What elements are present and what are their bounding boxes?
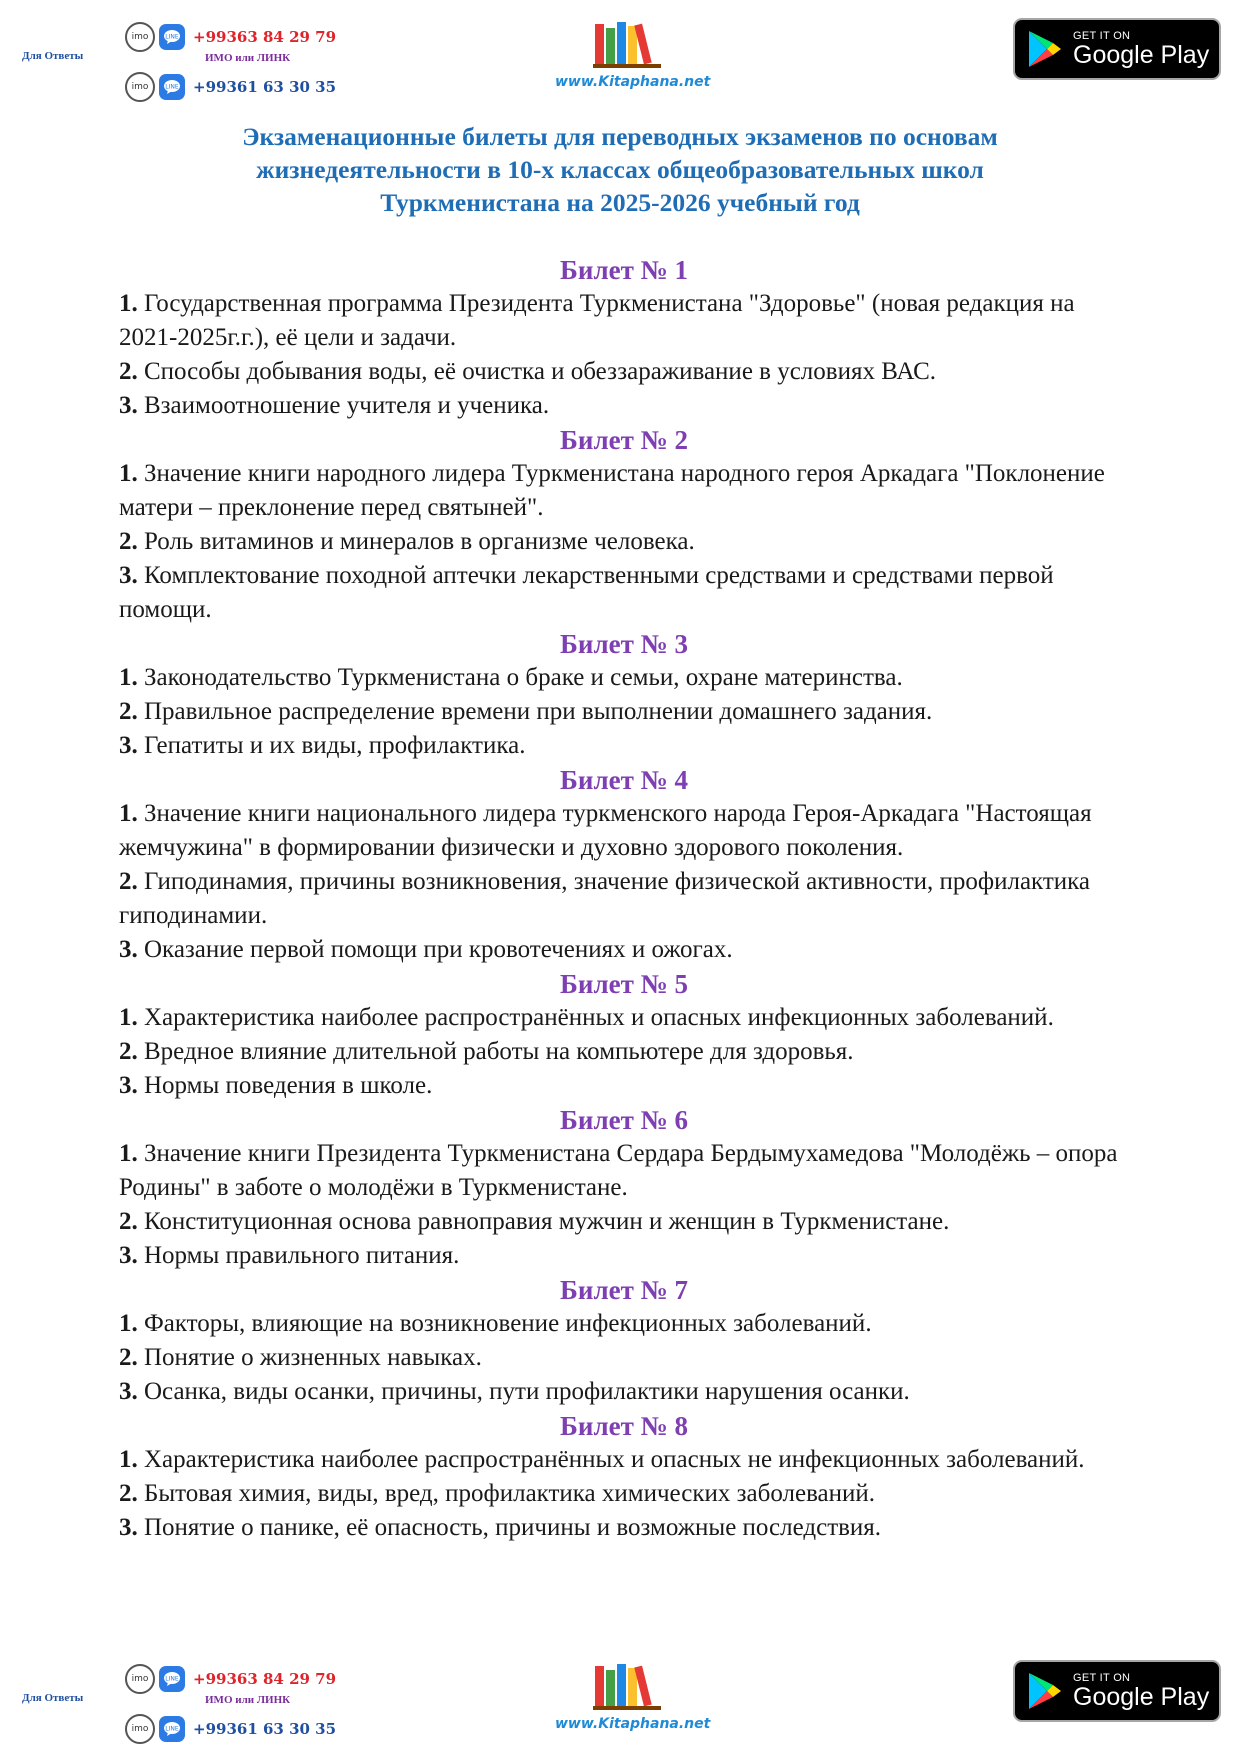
ticket-heading: Билет № 5 bbox=[560, 969, 688, 999]
imo-or-link-label: ИМО или ЛИНК bbox=[205, 52, 291, 64]
title-line: жизнедеятельности в 10-х классах общеобразовательных школ bbox=[256, 155, 984, 184]
svg-text:LINE: LINE bbox=[165, 33, 179, 41]
ticket-question bbox=[119, 525, 1129, 559]
page-header bbox=[0, 10, 1240, 110]
question-text: Осанка, виды осанки, причины, пути профилактики нарушения осанки. bbox=[144, 1378, 910, 1405]
ticket-question bbox=[119, 661, 1129, 695]
question-text: Значение книги народного лидера Туркменистана народного героя Аркадага "Поклонение матери – преклонение перед святыней". bbox=[119, 460, 1105, 521]
for-answers-label: Для Ответы bbox=[22, 1692, 84, 1704]
question-text: Факторы, влияющие на возникновение инфекционных заболеваний. bbox=[144, 1310, 872, 1337]
contact-row-secondary bbox=[125, 1714, 336, 1744]
ticket-question bbox=[119, 1307, 1129, 1341]
link-chat-icon[interactable] bbox=[159, 24, 185, 50]
question-text: Способы добывания воды, её очистка и обеззараживание в условиях ВАС. bbox=[144, 358, 937, 385]
google-play-badge[interactable] bbox=[1013, 1660, 1221, 1722]
question-number: 3. bbox=[119, 1072, 138, 1099]
site-link[interactable]: www.Kitaphana.net bbox=[555, 74, 711, 90]
ticket-question bbox=[119, 797, 1129, 865]
imo-icon[interactable]: imo bbox=[125, 72, 155, 102]
question-number: 2. bbox=[119, 358, 138, 385]
books-logo-icon bbox=[593, 20, 663, 70]
phone-secondary[interactable]: +99361 63 30 35 bbox=[193, 1720, 337, 1738]
ticket-section bbox=[119, 1103, 1129, 1273]
question-text: Понятие о панике, её опасность, причины и возможные последствия. bbox=[144, 1514, 882, 1541]
question-number: 2. bbox=[119, 698, 138, 725]
question-number: 2. bbox=[119, 868, 138, 895]
question-number: 1. bbox=[119, 1310, 138, 1337]
question-number: 1. bbox=[119, 1004, 138, 1031]
question-number: 2. bbox=[119, 1344, 138, 1371]
imo-icon[interactable]: imo bbox=[125, 1664, 155, 1694]
ticket-question bbox=[119, 457, 1129, 525]
ticket-section bbox=[119, 1409, 1129, 1545]
question-number: 3. bbox=[119, 1378, 138, 1405]
ticket-question bbox=[119, 865, 1129, 933]
question-number: 1. bbox=[119, 800, 138, 827]
phone-primary[interactable]: +99363 84 29 79 bbox=[193, 1670, 337, 1688]
gplay-get-it-on: GET IT ON bbox=[1073, 1672, 1131, 1684]
svg-text:LINE: LINE bbox=[165, 1675, 179, 1683]
question-number: 3. bbox=[119, 1242, 138, 1269]
ticket-heading: Билет № 8 bbox=[560, 1411, 688, 1441]
ticket-question bbox=[119, 933, 1129, 967]
ticket-question bbox=[119, 1511, 1129, 1545]
link-chat-icon[interactable] bbox=[159, 1666, 185, 1692]
question-number: 1. bbox=[119, 1446, 138, 1473]
question-text: Бытовая химия, виды, вред, профилактика химических заболеваний. bbox=[144, 1480, 876, 1507]
question-text: Гиподинамия, причины возникновения, значение физической активности, профилактика гиподинамии. bbox=[119, 868, 1091, 929]
question-number: 3. bbox=[119, 1514, 138, 1541]
ticket-question bbox=[119, 559, 1129, 627]
question-number: 3. bbox=[119, 936, 138, 963]
svg-text:LINE: LINE bbox=[165, 83, 179, 91]
ticket-question bbox=[119, 355, 1129, 389]
title-line: Экзаменационные билеты для переводных экзаменов по основам bbox=[242, 122, 998, 151]
question-number: 2. bbox=[119, 1038, 138, 1065]
link-chat-icon[interactable] bbox=[159, 74, 185, 100]
ticket-section bbox=[119, 627, 1129, 763]
imo-icon[interactable]: imo bbox=[125, 1714, 155, 1744]
ticket-question bbox=[119, 1239, 1129, 1273]
ticket-question bbox=[119, 1035, 1129, 1069]
for-answers-label: Для Ответы bbox=[22, 50, 84, 62]
ticket-question bbox=[119, 1069, 1129, 1103]
link-chat-icon[interactable] bbox=[159, 1716, 185, 1742]
question-text: Понятие о жизненных навыках. bbox=[144, 1344, 482, 1371]
question-number: 3. bbox=[119, 732, 138, 759]
page-footer bbox=[0, 1652, 1240, 1752]
ticket-heading: Билет № 3 bbox=[560, 629, 688, 659]
gplay-google-play: Google Play bbox=[1073, 41, 1210, 69]
question-text: Значение книги национального лидера туркменского народа Героя-Аркадага "Настоящая жемчужина" в формировании физически и духовно здорового поколения. bbox=[119, 800, 1092, 861]
question-text: Гепатиты и их виды, профилактика. bbox=[144, 732, 526, 759]
question-number: 1. bbox=[119, 1140, 138, 1167]
question-number: 1. bbox=[119, 290, 138, 317]
contact-row-primary bbox=[125, 22, 336, 52]
ticket-heading: Билет № 6 bbox=[560, 1105, 688, 1135]
ticket-question bbox=[119, 1341, 1129, 1375]
document-title bbox=[130, 120, 1110, 219]
ticket-question bbox=[119, 1477, 1129, 1511]
question-number: 3. bbox=[119, 562, 138, 589]
question-text: Вредное влияние длительной работы на компьютере для здоровья. bbox=[144, 1038, 854, 1065]
ticket-question bbox=[119, 287, 1129, 355]
question-text: Характеристика наиболее распространённых и опасных инфекционных заболеваний. bbox=[144, 1004, 1054, 1031]
question-text: Государственная программа Президента Туркменистана "Здоровье" (новая редакция на 2021-2025г.г.), её цели и задачи. bbox=[119, 290, 1075, 351]
ticket-section bbox=[119, 1273, 1129, 1409]
question-number: 1. bbox=[119, 460, 138, 487]
question-text: Оказание первой помощи при кровотечениях и ожогах. bbox=[144, 936, 733, 963]
ticket-section bbox=[119, 967, 1129, 1103]
ticket-heading: Билет № 4 bbox=[560, 765, 688, 795]
ticket-question bbox=[119, 1137, 1129, 1205]
contact-row-primary bbox=[125, 1664, 336, 1694]
site-link[interactable]: www.Kitaphana.net bbox=[555, 1716, 711, 1732]
google-play-badge[interactable] bbox=[1013, 18, 1221, 80]
svg-text:LINE: LINE bbox=[165, 1725, 179, 1733]
imo-icon[interactable]: imo bbox=[125, 22, 155, 52]
phone-secondary[interactable]: +99361 63 30 35 bbox=[193, 78, 337, 96]
google-play-icon bbox=[1027, 1671, 1063, 1711]
ticket-question bbox=[119, 389, 1129, 423]
imo-or-link-label: ИМО или ЛИНК bbox=[205, 1694, 291, 1706]
question-number: 2. bbox=[119, 1208, 138, 1235]
ticket-question bbox=[119, 1443, 1129, 1477]
ticket-heading: Билет № 2 bbox=[560, 425, 688, 455]
question-text: Законодательство Туркменистана о браке и семьи, охране материнства. bbox=[144, 664, 903, 691]
question-number: 2. bbox=[119, 528, 138, 555]
question-text: Характеристика наиболее распространённых и опасных не инфекционных заболеваний. bbox=[144, 1446, 1085, 1473]
question-text: Нормы поведения в школе. bbox=[144, 1072, 433, 1099]
books-logo-icon bbox=[593, 1662, 663, 1712]
tickets-list bbox=[119, 253, 1129, 1545]
contact-row-secondary bbox=[125, 72, 336, 102]
question-number: 2. bbox=[119, 1480, 138, 1507]
question-number: 3. bbox=[119, 392, 138, 419]
question-text: Роль витаминов и минералов в организме человека. bbox=[144, 528, 695, 555]
question-text: Конституционная основа равноправия мужчин и женщин в Туркменистане. bbox=[144, 1208, 950, 1235]
ticket-section bbox=[119, 253, 1129, 423]
phone-primary[interactable]: +99363 84 29 79 bbox=[193, 28, 337, 46]
ticket-question bbox=[119, 1205, 1129, 1239]
ticket-question bbox=[119, 1375, 1129, 1409]
google-play-icon bbox=[1027, 29, 1063, 69]
gplay-get-it-on: GET IT ON bbox=[1073, 30, 1131, 42]
ticket-heading: Билет № 7 bbox=[560, 1275, 688, 1305]
ticket-question bbox=[119, 729, 1129, 763]
title-line: Туркменистана на 2025-2026 учебный год bbox=[380, 188, 860, 217]
question-text: Значение книги Президента Туркменистана Сердара Бердымухамедова "Молодёжь – опора Родины" в заботе о молодёжи в Туркменистане. bbox=[119, 1140, 1118, 1201]
question-text: Правильное распределение времени при выполнении домашнего задания. bbox=[144, 698, 933, 725]
gplay-google-play: Google Play bbox=[1073, 1683, 1210, 1711]
question-text: Нормы правильного питания. bbox=[144, 1242, 460, 1269]
ticket-question bbox=[119, 695, 1129, 729]
ticket-section bbox=[119, 423, 1129, 627]
ticket-section bbox=[119, 763, 1129, 967]
question-number: 1. bbox=[119, 664, 138, 691]
ticket-heading: Билет № 1 bbox=[560, 255, 688, 285]
question-text: Комплектование походной аптечки лекарственными средствами и средствами первой помощи. bbox=[119, 562, 1054, 623]
question-text: Взаимоотношение учителя и ученика. bbox=[144, 392, 550, 419]
ticket-question bbox=[119, 1001, 1129, 1035]
